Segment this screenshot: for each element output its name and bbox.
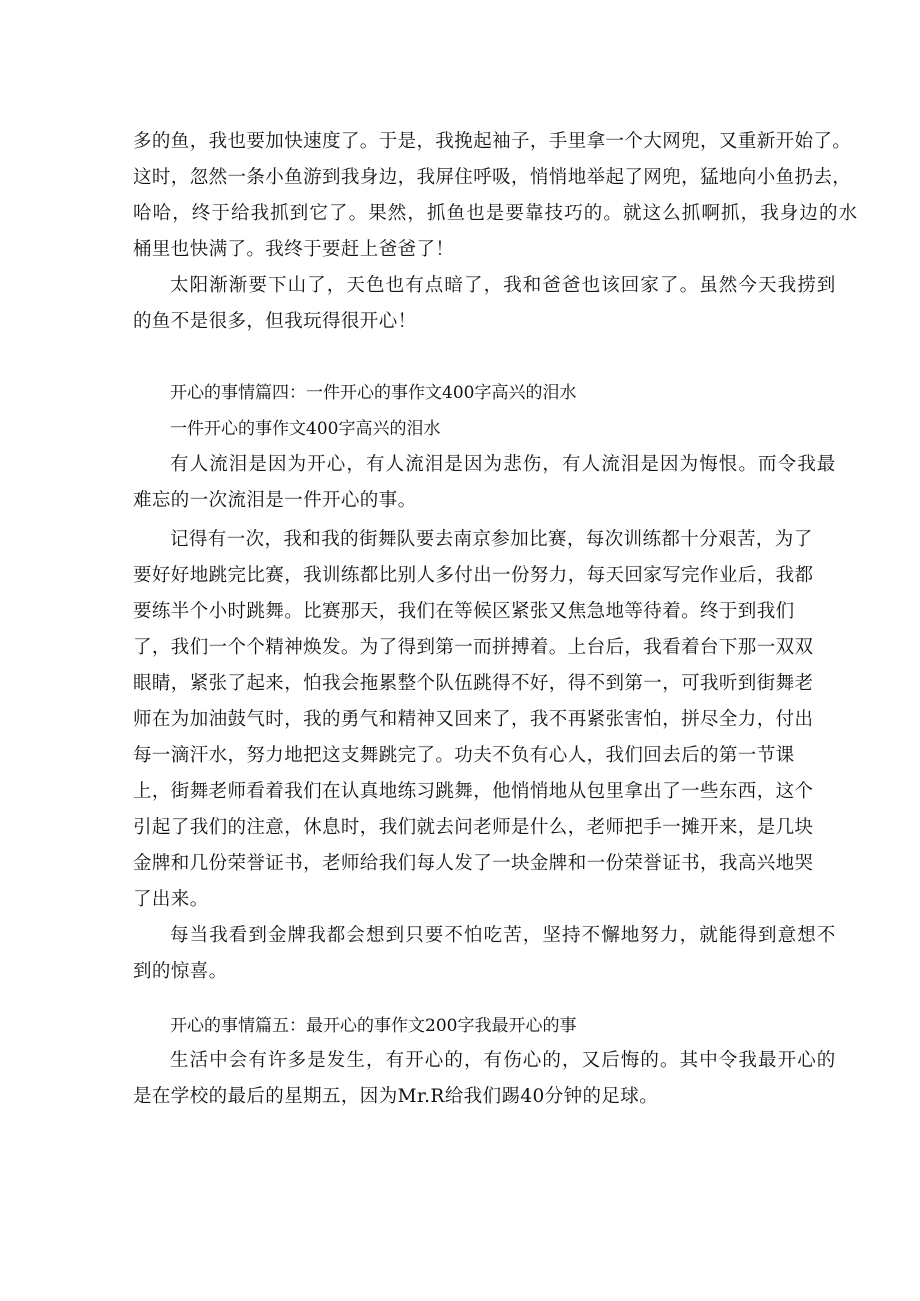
text-line: 每当我看到金牌我都会想到只要不怕吃苦，坚持不懈地努力，就能得到意想不 [170, 925, 837, 946]
text-line: 到的惊喜。 [133, 961, 228, 982]
text-line: 引起了我们的注意，休息时，我们就去问老师是什么，老师把手一摊开来，是几块 [133, 817, 814, 838]
text-line: 要好好地跳完比赛，我训练都比别人多付出一份努力，每天回家写完作业后，我都 [133, 565, 814, 586]
section-heading: 开心的事情篇四：一件开心的事作文400字高兴的泪水 [170, 383, 577, 403]
text-line: 有人流泪是因为开心，有人流泪是因为悲伤，有人流泪是因为悔恨。而令我最 [170, 454, 837, 475]
text-line: 多的鱼，我也要加快速度了。于是，我挽起袖子，手里拿一个大网兜，又重新开始了。 [133, 131, 852, 152]
text-line: 了，我们一个个精神焕发。为了得到第一而拼搏着。上台后，我看着台下那一双双 [133, 637, 814, 658]
text-line: 了出来。 [133, 889, 209, 910]
text-line: 要练半个小时跳舞。比赛那天，我们在等候区紧张又焦急地等待着。终于到我们 [133, 601, 795, 622]
text-line: 记得有一次，我和我的街舞队要去南京参加比赛，每次训练都十分艰苦，为了 [170, 529, 813, 550]
text-line: 哈哈，终于给我抓到它了。果然，抓鱼也是要靠技巧的。就这么抓啊抓，我身边的水 [133, 203, 859, 224]
text-line: 桶里也快满了。我终于要赶上爸爸了！ [133, 239, 455, 260]
text-line: 上，街舞老师看着我们在认真地练习跳舞，他悄悄地从包里拿出了一些东西，这个 [133, 781, 814, 802]
section-heading: 开心的事情篇五：最开心的事作文200字我最开心的事 [170, 1016, 577, 1036]
text-line: 眼睛，紧张了起来，怕我会拖累整个队伍跳得不好，得不到第一，可我听到街舞老 [133, 673, 814, 694]
text-line: 这时，忽然一条小鱼游到我身边，我屏住呼吸，悄悄地举起了网兜，猛地向小鱼扔去， [133, 167, 852, 188]
text-line: 生活中会有许多是发生，有开心的，有伤心的，又后悔的。其中令我最开心的 [170, 1050, 837, 1071]
text-line: 师在为加油鼓气时，我的勇气和精神又回来了，我不再紧张害怕，拼尽全力，付出 [133, 709, 814, 730]
text-line: 的鱼不是很多，但我玩得很开心！ [133, 311, 417, 332]
text-line: 是在学校的最后的星期五，因为Mr.R给我们踢40分钟的足球。 [133, 1086, 659, 1107]
text-line: 太阳渐渐要下山了，天色也有点暗了，我和爸爸也该回家了。虽然今天我捞到 [170, 275, 837, 296]
article-title: 一件开心的事作文400字高兴的泪水 [170, 419, 441, 439]
text-line: 每一滴汗水，努力地把这支舞跳完了。功夫不负有心人，我们回去后的第一节课 [133, 745, 795, 766]
text-line: 难忘的一次流泪是一件开心的事。 [133, 490, 417, 511]
text-line: 金牌和几份荣誉证书，老师给我们每人发了一块金牌和一份荣誉证书，我高兴地哭 [133, 853, 814, 874]
